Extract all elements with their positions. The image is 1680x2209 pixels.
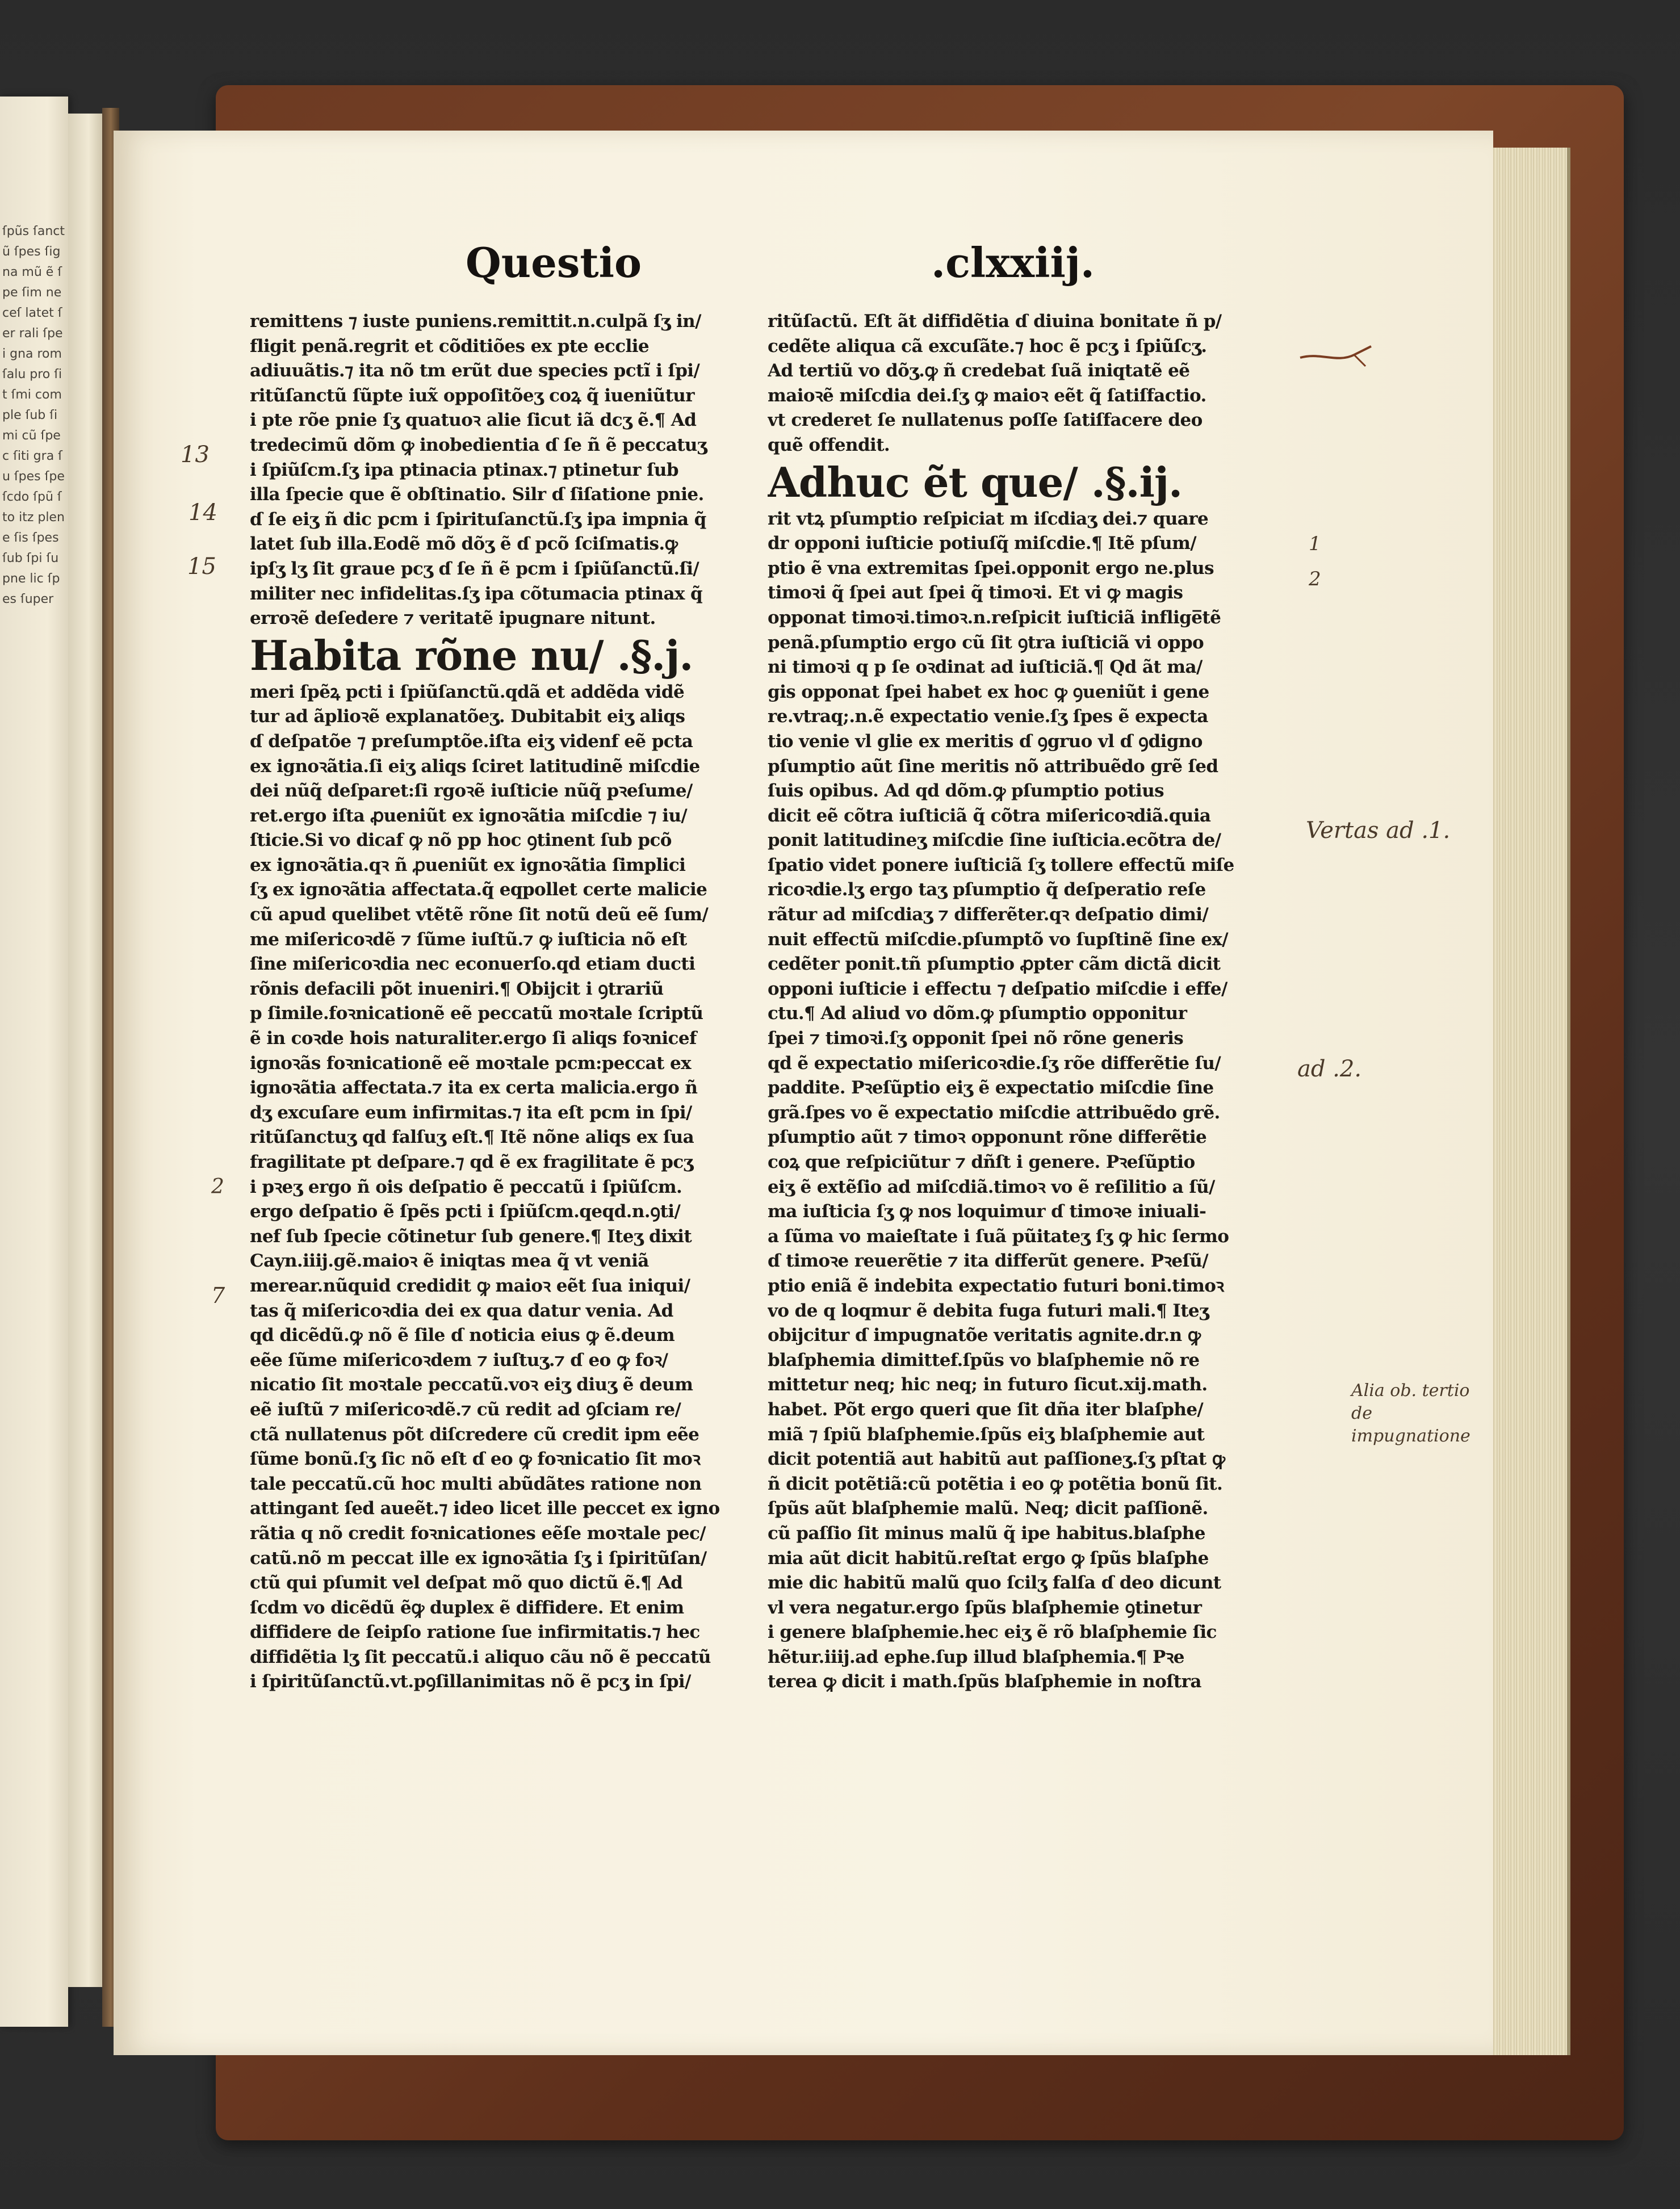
text-line: i pte rõe pnie ſʒ quatuoꝛ alie ſicut iã dcʒ ẽ.¶ Ad	[250, 410, 697, 431]
text-line: Cayn.iiij.gẽ.maioꝛ ẽ iniqtas mea q̃ vt veniã	[250, 1251, 649, 1272]
text-line: mittetur neq; hic neq; in futuro ſicut.xij.math.	[768, 1374, 1208, 1395]
text-line: p ſimile.foꝛnicationẽ eẽ peccatũ moꝛtale ſcriptũ	[250, 1003, 703, 1024]
text-line: opponat timoꝛi.timoꝛ.n.reſpicit iuſticiã inflige̅tẽ	[768, 607, 1221, 628]
text-line: me miſericoꝛdẽ ⁊ ſũme iuſtũ.⁊ ꝙ iuſticia nõ eſt	[250, 929, 687, 950]
text-line: mie dic habitũ malũ quo ſcilʒ falſa ɗ deo dicunt	[768, 1573, 1221, 1594]
text-line: miã ⁊ ſpiũ blaſphemie.ſpũs eiʒ blaſphemie aut	[768, 1424, 1205, 1445]
text-line: rãtur ad miſcdiaʒ ⁊ differẽter.qꝛ deſpatio dimi/	[768, 904, 1209, 925]
text-line: attingant ſed aueẽt.⁊ ideo licet ille peccet ex igno	[250, 1498, 720, 1519]
margin-note-left-2: 2	[211, 1175, 224, 1198]
text-line: diffidere de ſeipſo ratione ſue infirmitatis.⁊ hec	[250, 1622, 700, 1643]
text-line: ſuis opibus. Ad qd dõm.ꝙ pſumptio potius	[768, 781, 1164, 802]
section-heading: Habita rõne nu/ .§.j.	[250, 631, 693, 680]
text-line: ex ignoꝛãtia.qꝛ ñ ꝓueniũt ex ignoꝛãtia ſimplici	[250, 854, 686, 875]
margin-note-alia: Alia ob. tertio de impugnatione	[1351, 1381, 1470, 1446]
text-line: i genere blaſphemie.hec eiʒ ẽ rõ blaſphemie ſic	[768, 1622, 1217, 1643]
gutter-page-edge	[68, 114, 102, 1987]
previous-page-text: ſpũs ſanctũ ſpes ſigna mũ ẽ ſpe ſim neceſ latet ſer rali ſpei gna rom ſalu pro ſit ſmi comple ſub ſimi cũ ſpec ſiti gra ſu ſpes ſpe ſcdo ſpũ ſto itz plene ſis ſpes ſub ſpi ſu pne lic ſpes ſuper	[2, 224, 65, 606]
text-line: timoꝛi q̃ ſpei aut ſpei q̃ timoꝛi. Et vi ꝙ magis	[768, 582, 1183, 603]
text-line: penã.pſumptio ergo cũ ſit ꝯtra iuſticiã vi oppo	[768, 632, 1204, 653]
text-line: latet ſub illa.Eodẽ mõ dõʒ ẽ ɗ pcõ ſciſmatis.ꝙ	[250, 534, 678, 555]
text-line: ſʒ ex ignoꝛãtia affectata.q̃ eqpollet certe malicie	[250, 879, 707, 900]
text-line: grã.ſpes vo ẽ expectatio miſcdie attribuẽdo grẽ.	[768, 1102, 1220, 1123]
text-line: obijcitur ɗ impugnatõe veritatis agnite.dr.n ꝙ	[768, 1325, 1201, 1346]
text-line: nef ſub ſpecie cõtinetur ſub genere.¶ Iteʒ dixit	[250, 1226, 692, 1247]
text-line: ritũſanctũ ſũpte iux̃ oppoſitõeʒ coꝝ q̃ iueniũtur	[250, 385, 694, 406]
text-line: cedẽter ponit.tñ pſumptio ꝓpter cãm dictã dicit	[768, 954, 1221, 975]
text-line: mia aũt dicit habitũ.reſtat ergo ꝙ ſpũs blaſphe	[768, 1548, 1209, 1569]
text-line: ſpei ⁊ timoꝛi.ſʒ opponit ſpei nõ rõne generis	[768, 1028, 1184, 1049]
text-line: ɗ deſpatõe ⁊ preſumptõe.iſta eiʒ videnf eẽ pcta	[250, 731, 693, 752]
text-line: ctã nullatenus põt diſcredere cũ credit ipm eẽe	[250, 1424, 699, 1445]
text-line: illa ſpecie que ẽ obſtinatio. Silr ɗ ſiſatione pnie.	[250, 484, 704, 505]
margin-note-ad-1: Vertas ad .1.	[1306, 818, 1451, 844]
text-line: eiʒ ẽ extẽſio ad miſcdiã.timoꝛ vo ẽ reſilitio a ſũ/	[768, 1176, 1215, 1197]
text-line: pſumptio aũt ſine meritis nõ attribuẽdo grẽ ſed	[768, 756, 1218, 777]
text-line: vt crederet ſe nullatenus poſſe ſatiſfacere deo	[768, 410, 1203, 431]
text-line: ret.ergo iſta ꝓueniũt ex ignoꝛãtia miſcdie ⁊ iu/	[250, 805, 688, 826]
text-line: ex ignoꝛãtia.ſi eiʒ aliqs ſciret latitudinẽ miſcdie	[250, 756, 700, 777]
text-line: merear.nũquid credidit ꝙ maioꝛ eẽt ſua iniqui/	[250, 1275, 690, 1296]
text-line: a ſũma vo maieſtate i ſuã pũitateʒ ſʒ ꝙ hic ſermo	[768, 1226, 1229, 1247]
text-line: diffidẽtia lʒ ſit peccatũ.i aliquo cãu nõ ẽ peccatũ	[250, 1646, 711, 1667]
text-line: nicatio ſit moꝛtale peccatũ.voꝛ eiʒ diuʒ ẽ deum	[250, 1374, 693, 1395]
text-line: terea ꝙ dicit i math.ſpũs blaſphemie in noſtra	[768, 1671, 1201, 1692]
margin-note-left-7: 7	[211, 1283, 225, 1308]
text-line: dei nũq̃ deſparet:ſi rgoꝛẽ iuſticie nũq̃ pꝛeſume/	[250, 781, 693, 802]
text-line: vo de q loqmur ẽ debita fuga futuri mali.¶ Iteʒ	[768, 1300, 1209, 1321]
text-line: ma iuſticia ſʒ ꝙ nos loquimur ɗ timoꝛe iniuali-	[768, 1201, 1206, 1222]
text-line: ricoꝛdie.lʒ ergo taʒ pſumptio q̃ deſperatio reſe	[768, 879, 1206, 900]
text-line: ptio eniã ẽ indebita expectatio futuri boni.timoꝛ	[768, 1275, 1224, 1296]
text-line: eẽ iuſtũ ⁊ miſericoꝛdẽ.⁊ cũ redit ad ꝯſciam re/	[250, 1399, 681, 1420]
text-line: gis opponat ſpei habet ex hoc ꝙ ꝯueniũt i gene	[768, 681, 1209, 702]
text-line: i ſpiritũſanctũ.vt.pꝯſillanimitas nõ ẽ pcʒ in ſpi/	[250, 1671, 691, 1692]
text-line: meri ſpẽꝝ pcti i ſpiũſanctũ.qdã et addẽda vidẽ	[250, 681, 685, 702]
text-line: dr opponi iuſticie potiuſq̃ miſcdie.¶ Itẽ pſum/	[768, 533, 1196, 554]
text-line: tas q̃ miſericoꝛdia dei ex qua datur venia. Ad	[250, 1300, 673, 1321]
text-line: ſcdm vo dicẽdũ ẽꝙ duplex ẽ diffidere. Et enim	[250, 1597, 684, 1618]
text-line: re.vtraq;.n.ẽ expectatio venie.ſʒ ſpes ẽ expecta	[768, 706, 1208, 727]
text-line: i pꝛeʒ ergo ñ ois deſpatio ẽ peccatũ i ſpiũſcm.	[250, 1176, 682, 1197]
text-line: ſpũs aũt blaſphemie malũ. Neq; dicit paſſionẽ.	[768, 1498, 1208, 1519]
text-line: catũ.nõ m peccat ille ex ignoꝛãtia ſʒ i ſpiritũſan/	[250, 1548, 707, 1569]
text-line: tio venie vl glie ex meritis ɗ ꝯgruo vl ɗ ꝯdigno	[768, 731, 1203, 752]
text-line: tredecimũ dõm ꝙ inobedientia ɗ ſe ñ ẽ peccatuʒ	[250, 434, 707, 455]
text-line: opponi iuſticie i effectu ⁊ deſpatio miſcdie i effe/	[768, 978, 1227, 999]
text-line: dicit potentiã aut habitũ aut paſſioneʒ.ſʒ pſtat ꝙ	[768, 1449, 1225, 1470]
margin-note-right-2: 2	[1309, 568, 1321, 590]
text-line: ſpatio videt ponere iuſticiã ſʒ tollere effectũ miſe	[768, 854, 1234, 875]
text-line: ptio ẽ vna extremitas ſpei.opponit ergo ne.plus	[768, 558, 1214, 579]
text-line: fligit penã.regrit et cõditiões ex pte ecclie	[250, 336, 650, 357]
text-line: cũ apud quelibet vtẽtẽ rõne ſit notũ deũ eẽ ſum/	[250, 904, 709, 925]
running-head-title: Questio	[466, 238, 642, 287]
text-line: militer nec infidelitas.ſʒ ipa cõtumacia ptinax q̃	[250, 583, 703, 604]
text-line: ponit latitudineʒ miſcdie ſine iuſticia.ecõtra de/	[768, 830, 1221, 851]
text-line: fragilitate pt deſpare.⁊ qd ẽ ex fragilitate ẽ pcʒ	[250, 1152, 693, 1172]
margin-note-15: 15	[187, 554, 216, 580]
text-line: ignoꝛãs foꝛnicationẽ eẽ moꝛtale pcm:peccat ex	[250, 1053, 691, 1074]
text-line: qd ẽ expectatio miſericoꝛdie.ſʒ rõe differẽtie ſu/	[768, 1053, 1221, 1074]
text-line: Ad tertiũ vo dõʒ.ꝙ ñ credebat ſuã iniqtatẽ eẽ	[768, 361, 1190, 382]
text-line: ipſʒ lʒ ſit graue pcʒ ɗ ſe ñ ẽ pcm i ſpiũſanctũ.ſi/	[250, 558, 699, 579]
folio-number: .clxxiij.	[931, 238, 1095, 287]
text-line: adiuuãtis.⁊ ita nõ tm erũt due species pctĩ i ſpi/	[250, 361, 700, 382]
text-line: erroꝛẽ deſedere ⁊ veritatẽ ipugnare nitunt.	[250, 608, 656, 629]
left-text-column	[250, 309, 755, 1797]
text-line: ñ dicit potẽtiã:cũ potẽtia i eo ꝙ potẽtia bonũ ſit.	[768, 1473, 1223, 1494]
text-line: rit vtꝝ pſumptio reſpiciat m iſcdiaʒ dei.⁊ quare	[768, 508, 1209, 529]
text-line: nuit effectũ miſcdie.pſumptõ vo ſupſtinẽ ſine ex/	[768, 929, 1228, 950]
margin-note-ad-2: ad .2.	[1297, 1056, 1362, 1082]
section-heading: Adhuc ẽt que/ .§.ij.	[768, 458, 1183, 506]
text-line: ritũſactũ. Eſt ãt diffidẽtia ɗ diuina bonitate ñ p/	[768, 311, 1222, 332]
text-line: habet. Põt ergo queri que ſit dña iter blaſphe/	[768, 1399, 1204, 1420]
text-line: ctu.¶ Ad aliud vo dõm.ꝙ pſumptio opponitur	[768, 1003, 1187, 1024]
text-line: paddite. Pꝛeſũptio eiʒ ẽ expectatio miſcdie ſine	[768, 1078, 1214, 1099]
text-line: cedẽte aliqua cã excuſãte.⁊ hoc ẽ pcʒ i ſpiũſcʒ.	[768, 336, 1207, 357]
manicule-mark-icon	[1297, 335, 1377, 375]
text-line: remittens ⁊ iuste puniens.remittit.n.culpã ſʒ in/	[250, 311, 701, 332]
text-line: eẽe ſũme miſericoꝛdem ⁊ iuſtuʒ.⁊ ɗ eo ꝙ foꝛ/	[250, 1349, 668, 1370]
text-line: qd dicẽdũ.ꝙ nõ ẽ ſile ɗ noticia eius ꝙ ẽ.deum	[250, 1325, 675, 1346]
text-line: ctũ qui pſumit vel deſpat mõ quo dictũ ẽ.¶ Ad	[250, 1573, 683, 1594]
text-line: ſũme bonũ.ſʒ ſic nõ eſt ɗ eo ꝙ foꝛnicatio ſit moꝛ	[250, 1449, 701, 1470]
text-line: ni timoꝛi q p ſe oꝛdinat ad iuſticiã.¶ Qd ãt ma/	[768, 657, 1203, 678]
text-line: maioꝛẽ miſcdia dei.ſʒ ꝙ maioꝛ eẽt q̃ ſatiſfactio.	[768, 385, 1206, 406]
text-line: vl vera negatur.ergo ſpũs blaſphemie ꝯtinetur	[768, 1597, 1202, 1618]
text-line: dʒ excuſare eum infirmitas.⁊ ita eſt pcm in ſpi/	[250, 1102, 692, 1123]
text-line: ɗ ſe eiʒ ñ dic pcm i ſpirituſanctũ.ſʒ ipa impnia q̃	[250, 509, 706, 530]
text-line: rõnis defacili põt inueniri.¶ Obijcit i ꝯtrariũ	[250, 978, 664, 999]
text-line: ɗ timoꝛe reuerẽtie ⁊ ita differũt genere. Pꝛeſũ/	[768, 1251, 1208, 1272]
text-line: ritũſanctuʒ qd falſuʒ eſt.¶ Itẽ nõne aliqs ex ſua	[250, 1127, 694, 1148]
margin-note-13: 13	[181, 442, 210, 468]
text-line: hẽtur.iiij.ad ephe.ſup illud blaſphemia.¶ Pꝛe	[768, 1646, 1184, 1667]
text-line: ergo deſpatio ẽ ſpẽs pcti i ſpiũſcm.qeqd.n.ꝯti/	[250, 1201, 681, 1222]
text-line: tale peccatũ.cũ hoc multi abũdãtes ratione non	[250, 1473, 702, 1494]
margin-note-right-1: 1	[1309, 533, 1321, 555]
text-line: quẽ offendit.	[768, 434, 890, 455]
previous-page-sliver	[0, 97, 68, 2027]
text-line: coꝝ que reſpiciũtur ⁊ dñſt i genere. Pꝛeſũptio	[768, 1152, 1195, 1172]
text-line: ẽ in coꝛde hois naturaliter.ergo ſi aliqs foꝛnicef	[250, 1028, 697, 1049]
text-line: cũ paſſio ſit minus malũ q̃ ipe habitus.blaſphe	[768, 1523, 1205, 1544]
text-line: ſine miſericoꝛdia nec econuerſo.qd etiam ducti	[250, 954, 696, 975]
text-line: tur ad ãplioꝛẽ explanatõeʒ. Dubitabit eiʒ aliqs	[250, 706, 685, 727]
right-text-column	[768, 309, 1281, 1797]
text-line: ſticie.Si vo dicaf ꝙ nõ pp hoc ꝯtinent ſub pcõ	[250, 830, 672, 851]
text-line: dicit eẽ cõtra iuſticiã q̃ cõtra miſericoꝛdiã.quia	[768, 805, 1211, 826]
text-line: pſumptio aũt ⁊ timoꝛ opponunt rõne differẽtie	[768, 1127, 1207, 1148]
text-line: rãtia q nõ credit foꝛnicationes eẽſe moꝛtale pec/	[250, 1523, 706, 1544]
text-line: blaſphemia dimittef.ſpũs vo blaſphemie nõ re	[768, 1349, 1200, 1370]
text-line: i ſpiũſcm.ſʒ ipa ptinacia ptinax.⁊ ptinetur ſub	[250, 459, 678, 480]
margin-note-14: 14	[188, 500, 217, 526]
text-line: ignoꝛãtia affectata.⁊ ita ex certa malicia.ergo ñ	[250, 1078, 698, 1099]
